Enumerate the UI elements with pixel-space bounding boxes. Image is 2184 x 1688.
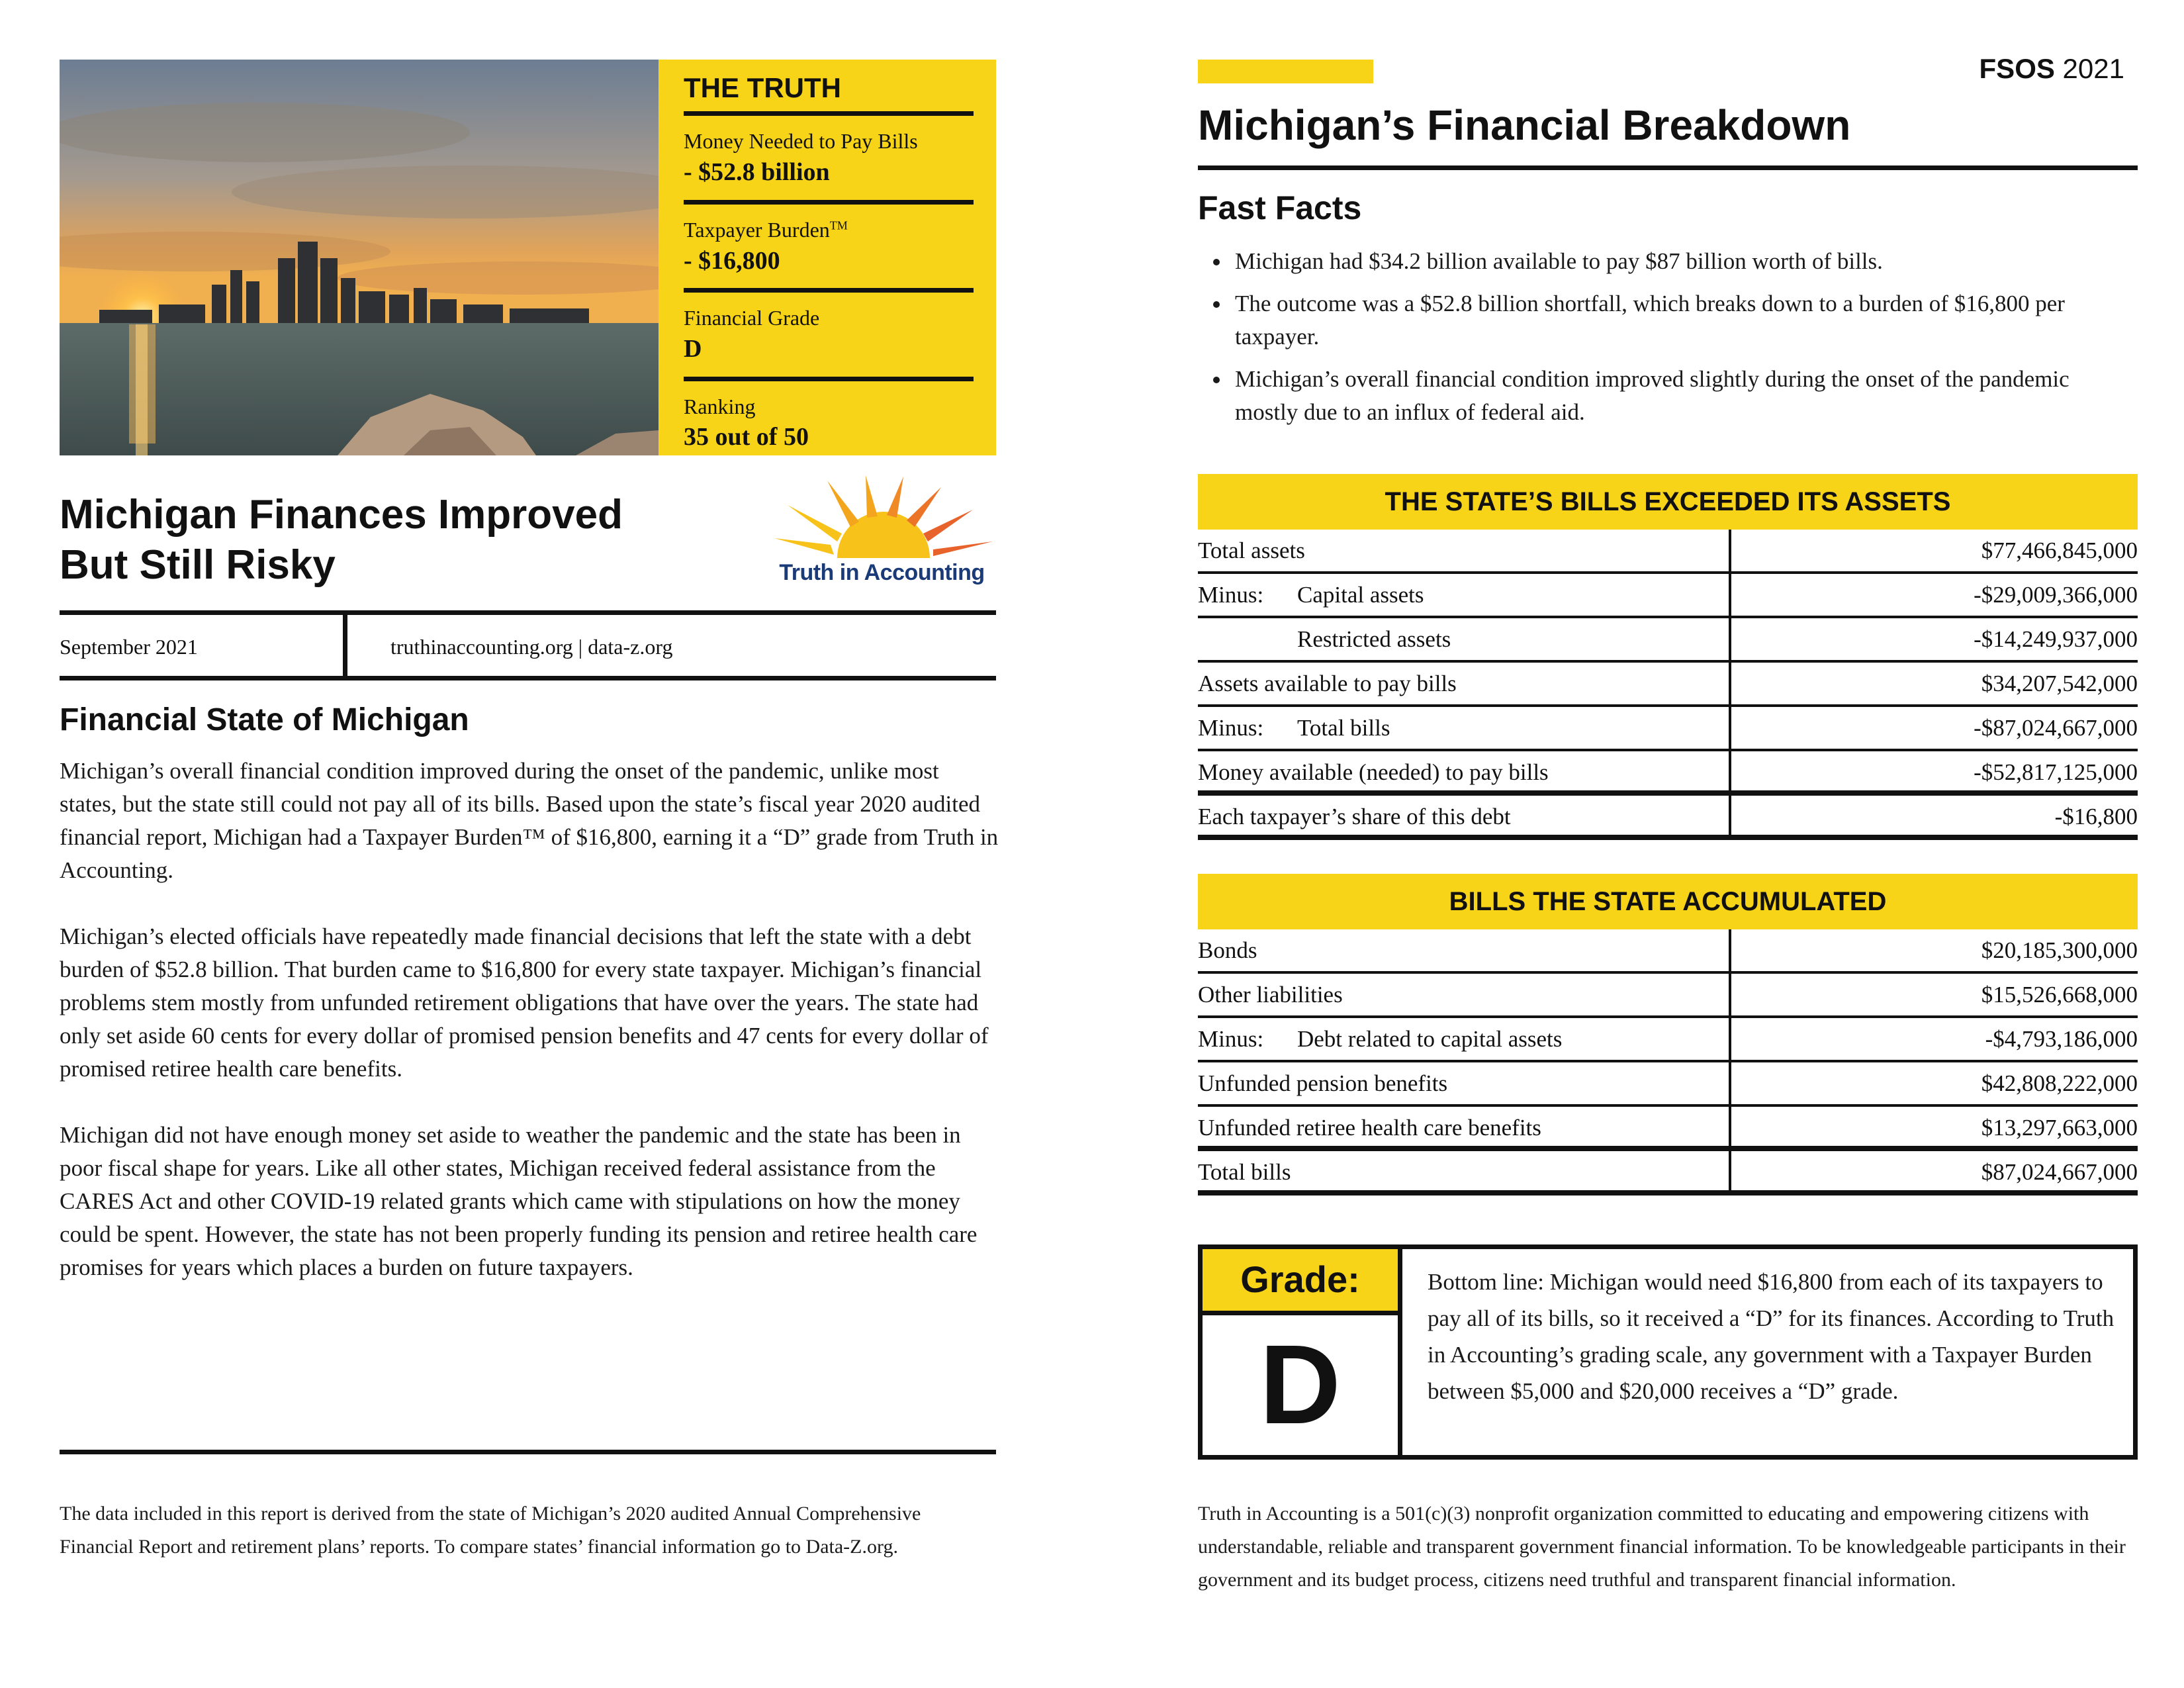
column-divider (1729, 929, 1731, 971)
report-title (60, 490, 708, 590)
assets-table (1198, 474, 2138, 840)
taxpayer-burden-value: - $16,800 (684, 246, 780, 275)
row-label: Total bills (1297, 715, 1390, 741)
bills-table-heading: BILLS THE STATE ACCUMULATED (1198, 874, 2138, 929)
row-label: Assets available to pay bills (1198, 671, 1457, 696)
data-source-note: The data included in this report is derived from the state of Michigan’s 2020 audited Annual Comprehensive Financial Report and retirement plans’ reports. To compare states’ financial information go to Data-Z.org. (60, 1503, 921, 1558)
row-label: Capital assets (1297, 582, 1424, 608)
row-value: $20,185,300,000 (1981, 937, 2138, 963)
column-divider (1729, 663, 1731, 704)
row-prefix: Minus: (1198, 1026, 1264, 1052)
sunburst-logo-icon (768, 475, 996, 561)
fsos-label: FSOS 2021 (1979, 53, 2124, 84)
detroit-skyline-photo (60, 60, 659, 455)
grade-label: Grade: (1203, 1249, 1398, 1315)
row-value: -$16,800 (2054, 804, 2138, 829)
grade-summary-box (1198, 1244, 2138, 1460)
row-label: Total assets (1198, 538, 1305, 563)
taxpayer-burden-label: Taxpayer Burden™ (684, 217, 848, 242)
fast-fact-item: • Michigan’s overall financial condition improved slightly during the onset of the pandemic mostly due to an influx of federal aid. (1231, 363, 2138, 429)
the-truth-panel (659, 60, 996, 455)
report-title-line-2: But Still Risky (60, 541, 336, 588)
column-divider (1729, 1107, 1731, 1146)
table-row (1198, 796, 2138, 840)
row-value: $13,297,663,000 (1981, 1115, 2138, 1141)
financial-state-heading: Financial State of Michigan (60, 702, 469, 737)
column-divider (1729, 574, 1731, 616)
row-value: $15,526,668,000 (1981, 982, 2138, 1008)
truth-panel-title: THE TRUTH (684, 72, 841, 103)
row-value: -$4,793,186,000 (1985, 1026, 2138, 1052)
website-links[interactable]: truthinaccounting.org | data-z.org (390, 635, 673, 659)
truth-divider (684, 288, 974, 293)
truth-in-accounting-logo (768, 475, 996, 594)
ranking-label: Ranking (684, 394, 756, 418)
money-needed-label: Money Needed to Pay Bills (684, 129, 918, 154)
row-value: $87,024,667,000 (1981, 1159, 2138, 1185)
row-label: Unfunded pension benefits (1198, 1070, 1448, 1096)
bills-table (1198, 874, 2138, 1196)
row-prefix: Minus: (1198, 582, 1264, 608)
money-needed-value: - $52.8 billion (684, 158, 830, 187)
row-value: -$52,817,125,000 (1974, 759, 2138, 785)
table-row (1198, 1107, 2138, 1151)
row-label: Restricted assets (1297, 626, 1451, 652)
breakdown-title: Michigan’s Financial Breakdown (1198, 101, 1851, 149)
fast-facts-heading: Fast Facts (1198, 189, 1362, 226)
row-value: -$87,024,667,000 (1974, 715, 2138, 741)
financial-state-body (60, 755, 999, 1317)
grade-letter: D (1259, 1322, 1341, 1448)
row-value: -$14,249,937,000 (1974, 626, 2138, 652)
row-label: Money available (needed) to pay bills (1198, 759, 1549, 785)
truth-divider (684, 111, 974, 116)
column-divider (1729, 751, 1731, 790)
body-paragraph: Michigan did not have enough money set aside to weather the pandemic and the state has been in poor fiscal shape for years. Like all other states, Michigan received federal assistance from the CARES Act and other COVID-19 related grants which came with stipulations on how the money could be spent. However, the state has not been properly funding its pension and retiree health care promises for years which places a burden on future taxpayers. (60, 1122, 978, 1280)
ranking-value: 35 out of 50 (684, 423, 809, 451)
grade-column (1203, 1249, 1402, 1455)
table-row (1198, 663, 2138, 707)
row-value: $77,466,845,000 (1981, 538, 2138, 563)
row-label: Debt related to capital assets (1297, 1026, 1563, 1052)
financial-grade-label: Financial Grade (684, 306, 820, 330)
table-row (1198, 751, 2138, 796)
grade-bottom-line: Bottom line: Michigan would need $16,800 from each of its taxpayers to pay all of its bills, so it received a “D” for its finances. According to Truth in Accounting’s grading scale, any government with a Taxpayer Burden between $5,000 and $20,000 receives a “D” grade. (1428, 1269, 2115, 1404)
row-value: $42,808,222,000 (1981, 1070, 2138, 1096)
table-row (1198, 974, 2138, 1018)
footer-divider (60, 1450, 996, 1454)
row-label: Other liabilities (1198, 982, 1343, 1008)
title-divider (1198, 165, 2138, 170)
column-divider (1729, 796, 1731, 835)
truth-divider (684, 377, 974, 381)
column-divider (1729, 530, 1731, 571)
fast-facts-list (1198, 245, 2138, 438)
column-divider (1729, 974, 1731, 1015)
body-paragraph: Michigan’s elected officials have repeatedly made financial decisions that left the state with a debt burden of $52.8 billion. That burden came to $16,800 for every state taxpayer. Michigan’s financial problems stem mostly from unfunded retirement obligations that have over the years. The state had only set aside 60 cents for every dollar of promised pension benefits and 47 cents for every dollar of promised retiree health care benefits. (60, 923, 989, 1082)
body-paragraph: Michigan’s overall financial condition improved during the onset of the pandemic, unlike most states, but the state still could not pay all of its bills. Based upon the state’s fiscal year 2020 audited financial report, Michigan had a Taxpayer Burden™ of $16,800, earning it a “D” grade from Truth in Accounting. (60, 758, 999, 883)
table-row (1198, 574, 2138, 618)
meta-divider (343, 615, 347, 676)
date-url-bar (60, 610, 996, 680)
report-title-line-1: Michigan Finances Improved (60, 492, 623, 538)
fast-fact-item: • The outcome was a $52.8 billion shortfall, which breaks down to a burden of $16,800 per taxpayer. (1231, 287, 2138, 353)
column-divider (1729, 707, 1731, 749)
table-row (1198, 618, 2138, 663)
column-divider (1729, 618, 1731, 660)
row-label: Unfunded retiree health care benefits (1198, 1115, 1541, 1141)
table-row (1198, 707, 2138, 751)
table-row (1198, 1062, 2138, 1107)
column-divider (1729, 1151, 1731, 1190)
logo-wordmark: Truth in Accounting (779, 560, 985, 585)
row-prefix: Minus: (1198, 715, 1264, 741)
fast-fact-item: • Michigan had $34.2 billion available to pay $87 billion worth of bills. (1231, 245, 2138, 278)
row-value: $34,207,542,000 (1981, 671, 2138, 696)
table-row (1198, 929, 2138, 974)
table-row (1198, 1151, 2138, 1196)
yellow-accent-bar (1198, 60, 1373, 83)
row-label: Bonds (1198, 937, 1257, 963)
table-row (1198, 1018, 2138, 1062)
row-label: Each taxpayer’s share of this debt (1198, 804, 1511, 829)
row-label: Total bills (1198, 1159, 1291, 1185)
assets-table-heading: THE STATE’S BILLS EXCEEDED ITS ASSETS (1198, 474, 2138, 530)
column-divider (1729, 1062, 1731, 1104)
row-value: -$29,009,366,000 (1974, 582, 2138, 608)
report-date: September 2021 (60, 635, 198, 659)
table-row (1198, 530, 2138, 574)
organization-about: Truth in Accounting is a 501(c)(3) nonprofit organization committed to educating and empowering citizens with understandable, reliable and transparent government financial information. To be knowledgeable participants in their government and its budget process, citizens need truthful and transparent financial information. (1198, 1503, 2126, 1591)
financial-grade-value: D (684, 334, 702, 363)
column-divider (1729, 1018, 1731, 1060)
truth-divider (684, 200, 974, 205)
